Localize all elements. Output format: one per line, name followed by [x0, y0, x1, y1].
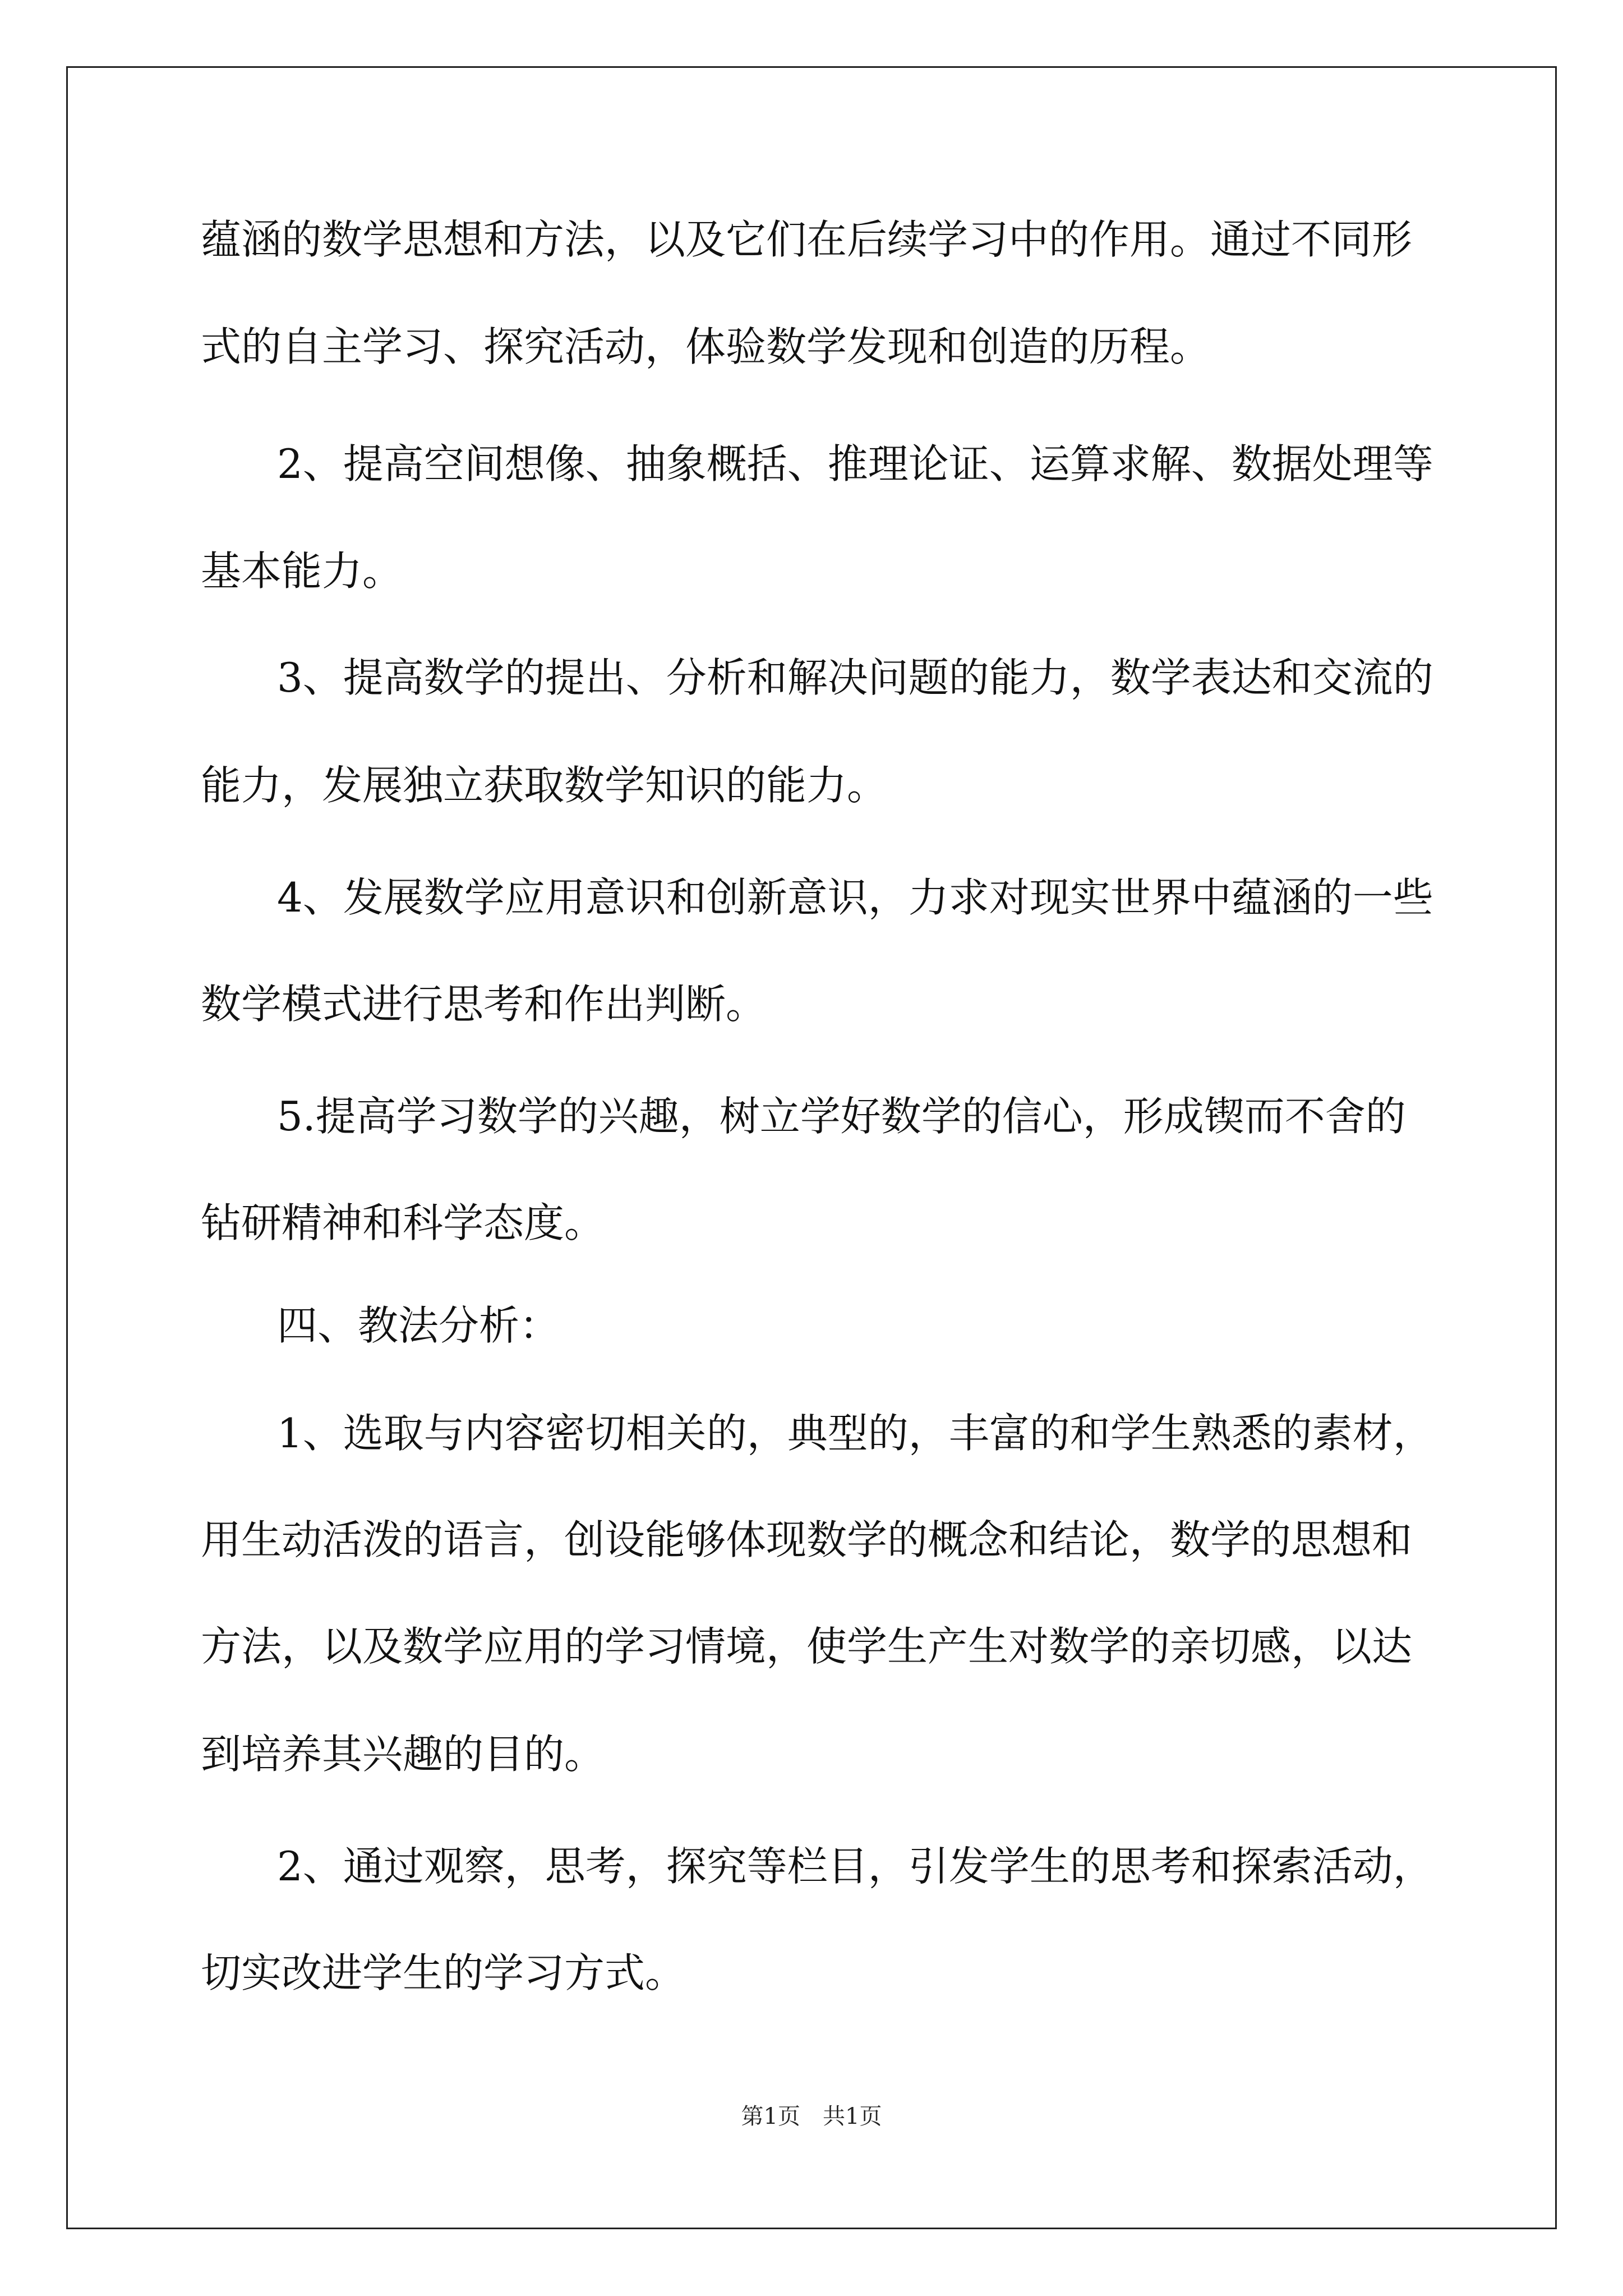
body-line: 3、提高数学的提出、分析和解决问题的能力，数学表达和交流的	[277, 654, 1433, 701]
page-total: 共1页	[823, 2104, 882, 2129]
body-line: 能力，发展独立获取数学知识的能力。	[201, 762, 888, 809]
body-line: 2、通过观察，思考，探究等栏目，引发学生的思考和探索活动，	[277, 1843, 1433, 1890]
page-frame	[66, 66, 1557, 2229]
body-line: 式的自主学习、探究活动，体验数学发现和创造的历程。	[201, 323, 1211, 370]
body-line: 1、选取与内容密切相关的，典型的，丰富的和学生熟悉的素材，	[277, 1410, 1433, 1457]
body-line: 蕴涵的数学思想和方法，以及它们在后续学习中的作用。通过不同形	[201, 216, 1413, 263]
page-footer	[0, 2102, 1623, 2131]
body-line: 方法，以及数学应用的学习情境，使学生产生对数学的亲切感，以达	[201, 1623, 1413, 1670]
body-line: 4、发展数学应用意识和创新意识，力求对现实世界中蕴涵的一些	[277, 874, 1433, 921]
body-line: 切实改进学生的学习方式。	[201, 1949, 686, 1996]
body-line: 用生动活泼的语言，创设能够体现数学的概念和结论，数学的思想和	[201, 1516, 1413, 1563]
body-line: 到培养其兴趣的目的。	[201, 1731, 605, 1778]
body-line: 数学模式进行思考和作出判断。	[201, 981, 767, 1028]
body-line: 2、提高空间想像、抽象概括、推理论证、运算求解、数据处理等	[277, 440, 1433, 487]
page-number: 第1页	[741, 2104, 800, 2129]
body-line: 5.提高学习数学的兴趣，树立学好数学的信心，形成锲而不舍的	[277, 1093, 1406, 1140]
body-line: 钻研精神和科学态度。	[201, 1199, 605, 1246]
section-heading: 四、教法分析：	[277, 1302, 560, 1349]
body-line: 基本能力。	[201, 547, 403, 595]
